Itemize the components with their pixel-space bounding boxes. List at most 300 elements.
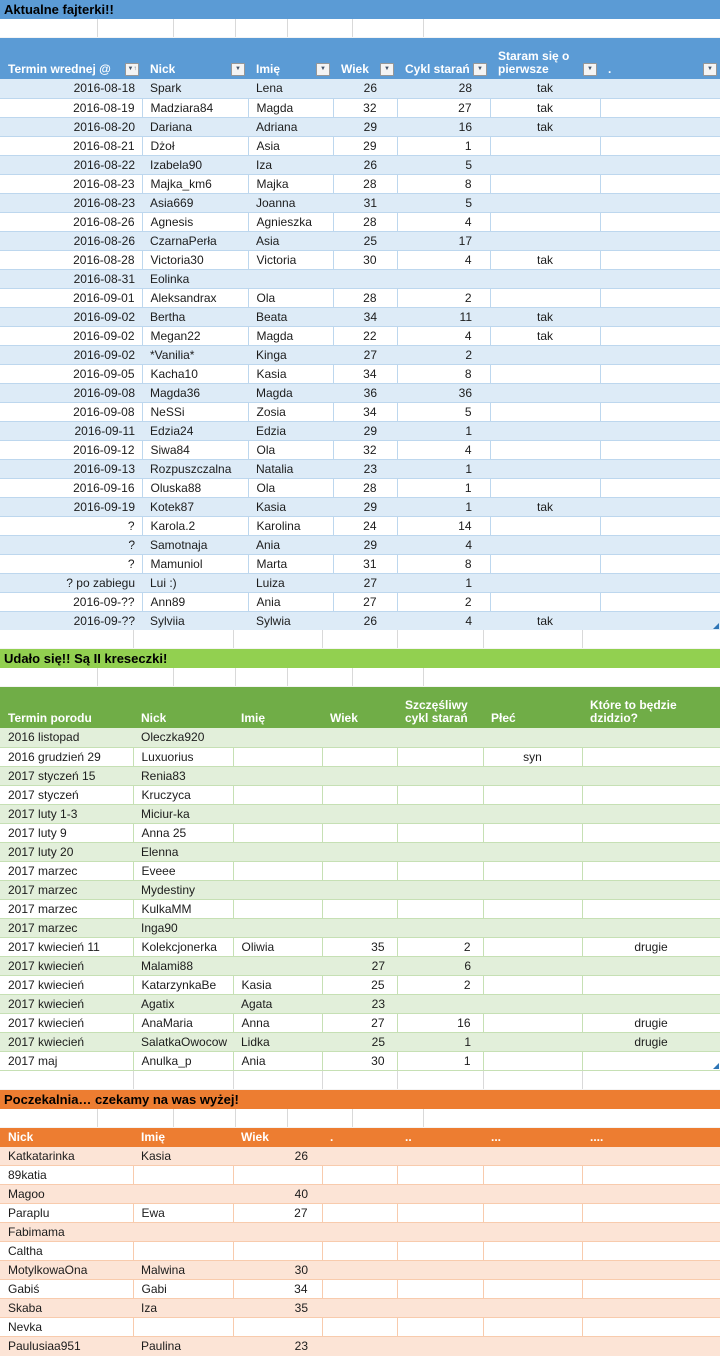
cell[interactable]: KulkaMM	[133, 899, 233, 918]
cell[interactable]	[490, 592, 600, 611]
cell[interactable]	[490, 478, 600, 497]
cell[interactable]: 40	[233, 1185, 322, 1204]
cell[interactable]	[322, 804, 397, 823]
cell[interactable]: Ania	[248, 535, 333, 554]
cell[interactable]: Magda	[248, 326, 333, 345]
cell[interactable]	[490, 269, 600, 288]
cell[interactable]: Asia	[248, 231, 333, 250]
cell[interactable]	[483, 804, 582, 823]
cell[interactable]: 32	[333, 98, 397, 117]
cell[interactable]	[600, 402, 720, 421]
cell[interactable]	[133, 1242, 233, 1261]
cell[interactable]: 30	[322, 1051, 397, 1070]
cell[interactable]: 2	[397, 937, 483, 956]
cell[interactable]: 2016-08-23	[0, 174, 142, 193]
cell[interactable]: 28	[333, 174, 397, 193]
cell[interactable]: 2017 kwiecień	[0, 956, 133, 975]
cell[interactable]	[322, 1166, 397, 1185]
cell[interactable]	[600, 611, 720, 630]
cell[interactable]	[600, 79, 720, 98]
cell[interactable]	[397, 1280, 483, 1299]
cell[interactable]	[600, 193, 720, 212]
cell[interactable]: Victoria	[248, 250, 333, 269]
cell[interactable]	[397, 1185, 483, 1204]
cell[interactable]: Iza	[133, 1299, 233, 1318]
cell[interactable]: 2016-08-23	[0, 193, 142, 212]
cell[interactable]	[582, 975, 720, 994]
cell[interactable]	[233, 1223, 322, 1242]
cell[interactable]: 2	[397, 345, 490, 364]
cell[interactable]	[322, 766, 397, 785]
cell[interactable]: 2017 luty 20	[0, 842, 133, 861]
cell[interactable]: Magda36	[142, 383, 248, 402]
cell[interactable]	[322, 823, 397, 842]
cell[interactable]: Magda	[248, 98, 333, 117]
cell[interactable]: 2017 luty 1-3	[0, 804, 133, 823]
cell[interactable]: 2016 grudzień 29	[0, 747, 133, 766]
cell[interactable]: Ania	[248, 592, 333, 611]
cell[interactable]: Madziara84	[142, 98, 248, 117]
cell[interactable]: tak	[490, 307, 600, 326]
cell[interactable]: Oluska88	[142, 478, 248, 497]
cell[interactable]: 27	[233, 1204, 322, 1223]
cell[interactable]	[490, 459, 600, 478]
cell[interactable]	[233, 899, 322, 918]
cell[interactable]: 30	[233, 1261, 322, 1280]
cell[interactable]	[582, 994, 720, 1013]
cell[interactable]: 2016-08-18	[0, 79, 142, 98]
cell[interactable]	[397, 861, 483, 880]
cell[interactable]	[600, 212, 720, 231]
cell[interactable]: Beata	[248, 307, 333, 326]
cell[interactable]: drugie	[582, 1032, 720, 1051]
cell[interactable]	[490, 421, 600, 440]
sort-filter-icon[interactable]: ▼↑	[125, 63, 139, 76]
cell[interactable]	[490, 155, 600, 174]
cell[interactable]: 2016-08-21	[0, 136, 142, 155]
cell[interactable]: 28	[333, 212, 397, 231]
cell[interactable]: 28	[397, 79, 490, 98]
cell[interactable]	[322, 1318, 397, 1337]
cell[interactable]: 29	[333, 136, 397, 155]
cell[interactable]: 1	[397, 459, 490, 478]
cell[interactable]: tak	[490, 79, 600, 98]
cell[interactable]	[233, 1166, 322, 1185]
cell[interactable]	[582, 1185, 720, 1204]
cell[interactable]	[490, 345, 600, 364]
cell[interactable]	[490, 402, 600, 421]
cell[interactable]: 29	[333, 117, 397, 136]
cell[interactable]	[397, 1318, 483, 1337]
cell[interactable]	[397, 918, 483, 937]
cell[interactable]	[322, 1280, 397, 1299]
cell[interactable]: Ola	[248, 440, 333, 459]
cell[interactable]: Sylwia	[248, 611, 333, 630]
cell[interactable]: 27	[322, 1013, 397, 1032]
cell[interactable]: Agnieszka	[248, 212, 333, 231]
cell[interactable]: tak	[490, 117, 600, 136]
cell[interactable]: 29	[333, 497, 397, 516]
cell[interactable]: 5	[397, 193, 490, 212]
cell[interactable]: Victoria30	[142, 250, 248, 269]
cell[interactable]	[322, 1261, 397, 1280]
cell[interactable]: Joanna	[248, 193, 333, 212]
cell[interactable]	[582, 766, 720, 785]
cell[interactable]: Mamuniol	[142, 554, 248, 573]
cell[interactable]: *Vanilia*	[142, 345, 248, 364]
cell[interactable]: 1	[397, 136, 490, 155]
cell[interactable]	[600, 136, 720, 155]
cell[interactable]: 2016-09-13	[0, 459, 142, 478]
cell[interactable]: 35	[322, 937, 397, 956]
cell[interactable]	[322, 1242, 397, 1261]
cell[interactable]	[490, 554, 600, 573]
cell[interactable]	[483, 1299, 582, 1318]
cell[interactable]	[582, 861, 720, 880]
cell[interactable]: 2017 marzec	[0, 861, 133, 880]
cell[interactable]	[397, 747, 483, 766]
cell[interactable]: Paraplu	[0, 1204, 133, 1223]
cell[interactable]	[483, 1337, 582, 1356]
cell[interactable]	[582, 1261, 720, 1280]
cell[interactable]: 27	[322, 956, 397, 975]
cell[interactable]	[397, 1337, 483, 1356]
cell[interactable]: Megan22	[142, 326, 248, 345]
cell[interactable]	[483, 1032, 582, 1051]
cell[interactable]: SalatkaOwocow	[133, 1032, 233, 1051]
cell[interactable]	[397, 899, 483, 918]
cell[interactable]	[483, 1261, 582, 1280]
cell[interactable]: 23	[333, 459, 397, 478]
cell[interactable]	[397, 994, 483, 1013]
cell[interactable]: Spark	[142, 79, 248, 98]
cell[interactable]: 2016-09-02	[0, 307, 142, 326]
cell[interactable]: 26	[333, 79, 397, 98]
cell[interactable]	[397, 728, 483, 747]
cell[interactable]	[322, 918, 397, 937]
cell[interactable]: 2	[397, 592, 490, 611]
cell[interactable]: 2017 kwiecień	[0, 1013, 133, 1032]
cell[interactable]: 1	[397, 1051, 483, 1070]
cell[interactable]	[133, 1166, 233, 1185]
cell[interactable]: 89katia	[0, 1166, 133, 1185]
cell[interactable]: 2017 marzec	[0, 918, 133, 937]
cell[interactable]: Anna	[233, 1013, 322, 1032]
cell[interactable]	[600, 592, 720, 611]
cell[interactable]: Kolekcjonerka	[133, 937, 233, 956]
cell[interactable]: KatarzynkaBe	[133, 975, 233, 994]
cell[interactable]: Luiza	[248, 573, 333, 592]
cell[interactable]: 11	[397, 307, 490, 326]
cell[interactable]	[483, 937, 582, 956]
cell[interactable]: ? po zabiegu	[0, 573, 142, 592]
cell[interactable]: 27	[333, 573, 397, 592]
cell[interactable]	[582, 899, 720, 918]
cell[interactable]	[582, 1147, 720, 1166]
cell[interactable]: Majka_km6	[142, 174, 248, 193]
cell[interactable]: tak	[490, 98, 600, 117]
cell[interactable]: 8	[397, 364, 490, 383]
cell[interactable]	[582, 728, 720, 747]
cell[interactable]: 2016-08-26	[0, 231, 142, 250]
cell[interactable]: 14	[397, 516, 490, 535]
cell[interactable]	[397, 269, 490, 288]
cell[interactable]	[600, 174, 720, 193]
cell[interactable]: tak	[490, 611, 600, 630]
cell[interactable]: 4	[397, 440, 490, 459]
cell[interactable]	[483, 861, 582, 880]
cell[interactable]: Adriana	[248, 117, 333, 136]
filter-dropdown-icon[interactable]: ▼	[380, 63, 394, 76]
cell[interactable]	[582, 785, 720, 804]
cell[interactable]: ?	[0, 535, 142, 554]
cell[interactable]	[582, 1299, 720, 1318]
cell[interactable]	[490, 573, 600, 592]
cell[interactable]: 2016-08-31	[0, 269, 142, 288]
cell[interactable]: 5	[397, 402, 490, 421]
cell[interactable]	[233, 823, 322, 842]
cell[interactable]: Bertha	[142, 307, 248, 326]
cell[interactable]	[600, 440, 720, 459]
cell[interactable]: 17	[397, 231, 490, 250]
cell[interactable]	[582, 842, 720, 861]
cell[interactable]: 35	[233, 1299, 322, 1318]
cell[interactable]: Paulina	[133, 1337, 233, 1356]
cell[interactable]	[322, 747, 397, 766]
cell[interactable]: Majka	[248, 174, 333, 193]
cell[interactable]: 23	[322, 994, 397, 1013]
cell[interactable]: 29	[333, 421, 397, 440]
cell[interactable]	[582, 1166, 720, 1185]
cell[interactable]	[600, 250, 720, 269]
cell[interactable]	[600, 459, 720, 478]
cell[interactable]: 2016-09-02	[0, 326, 142, 345]
cell[interactable]: 2016 listopad	[0, 728, 133, 747]
cell[interactable]	[397, 1242, 483, 1261]
cell[interactable]: drugie	[582, 937, 720, 956]
cell[interactable]	[233, 804, 322, 823]
cell[interactable]: Ola	[248, 288, 333, 307]
cell[interactable]	[600, 288, 720, 307]
cell[interactable]: Fabimama	[0, 1223, 133, 1242]
cell[interactable]	[490, 364, 600, 383]
cell[interactable]	[483, 1318, 582, 1337]
filter-dropdown-icon[interactable]: ▼	[316, 63, 330, 76]
cell[interactable]	[248, 269, 333, 288]
cell[interactable]: Asia	[248, 136, 333, 155]
cell[interactable]	[483, 880, 582, 899]
cell[interactable]: Kasia	[248, 497, 333, 516]
cell[interactable]: Oliwia	[233, 937, 322, 956]
cell[interactable]	[233, 728, 322, 747]
cell[interactable]	[322, 842, 397, 861]
cell[interactable]	[600, 326, 720, 345]
cell[interactable]: Magoo	[0, 1185, 133, 1204]
cell[interactable]	[490, 288, 600, 307]
cell[interactable]: 2016-09-11	[0, 421, 142, 440]
cell[interactable]: Edzia	[248, 421, 333, 440]
cell[interactable]	[483, 1166, 582, 1185]
cell[interactable]: Inga90	[133, 918, 233, 937]
cell[interactable]: 16	[397, 1013, 483, 1032]
cell[interactable]	[483, 975, 582, 994]
cell[interactable]: Elenna	[133, 842, 233, 861]
cell[interactable]: Kinga	[248, 345, 333, 364]
cell[interactable]: 2016-09-01	[0, 288, 142, 307]
cell[interactable]	[322, 1337, 397, 1356]
cell[interactable]: Karola.2	[142, 516, 248, 535]
cell[interactable]: Luxuorius	[133, 747, 233, 766]
cell[interactable]	[600, 269, 720, 288]
cell[interactable]: 2017 marzec	[0, 899, 133, 918]
cell[interactable]: 34	[333, 402, 397, 421]
cell[interactable]: Eveee	[133, 861, 233, 880]
cell[interactable]	[600, 383, 720, 402]
cell[interactable]	[483, 956, 582, 975]
cell[interactable]: 1	[397, 478, 490, 497]
cell[interactable]: Kasia	[133, 1147, 233, 1166]
cell[interactable]: Edzia24	[142, 421, 248, 440]
cell[interactable]: 2016-09-19	[0, 497, 142, 516]
cell[interactable]	[322, 728, 397, 747]
cell[interactable]	[233, 918, 322, 937]
cell[interactable]	[582, 804, 720, 823]
cell[interactable]	[322, 1185, 397, 1204]
cell[interactable]	[600, 345, 720, 364]
cell[interactable]: 2016-09-02	[0, 345, 142, 364]
cell[interactable]	[600, 478, 720, 497]
cell[interactable]: Siwa84	[142, 440, 248, 459]
cell[interactable]	[600, 307, 720, 326]
cell[interactable]	[483, 1013, 582, 1032]
cell[interactable]: 2016-09-16	[0, 478, 142, 497]
cell[interactable]	[397, 823, 483, 842]
cell[interactable]	[600, 98, 720, 117]
cell[interactable]	[483, 1204, 582, 1223]
cell[interactable]	[233, 766, 322, 785]
cell[interactable]	[133, 1318, 233, 1337]
cell[interactable]: Kotek87	[142, 497, 248, 516]
cell[interactable]: ?	[0, 516, 142, 535]
cell[interactable]	[322, 1223, 397, 1242]
cell[interactable]	[322, 861, 397, 880]
cell[interactable]: 8	[397, 554, 490, 573]
cell[interactable]	[483, 1223, 582, 1242]
cell[interactable]: 1	[397, 573, 490, 592]
cell[interactable]: 26	[233, 1147, 322, 1166]
cell[interactable]: Kacha10	[142, 364, 248, 383]
cell[interactable]: Malwina	[133, 1261, 233, 1280]
cell[interactable]	[600, 516, 720, 535]
cell[interactable]	[322, 880, 397, 899]
cell[interactable]	[397, 766, 483, 785]
cell[interactable]	[397, 1299, 483, 1318]
cell[interactable]: 1	[397, 1032, 483, 1051]
cell[interactable]	[483, 1051, 582, 1070]
cell[interactable]	[600, 117, 720, 136]
cell[interactable]	[490, 535, 600, 554]
cell[interactable]	[333, 269, 397, 288]
cell[interactable]	[483, 842, 582, 861]
cell[interactable]	[600, 535, 720, 554]
cell[interactable]: 2017 marzec	[0, 880, 133, 899]
cell[interactable]	[600, 155, 720, 174]
cell[interactable]: drugie	[582, 1013, 720, 1032]
table-resize-handle[interactable]	[713, 623, 719, 629]
cell[interactable]: Caltha	[0, 1242, 133, 1261]
cell[interactable]: 2017 kwiecień	[0, 994, 133, 1013]
cell[interactable]: 27	[333, 592, 397, 611]
cell[interactable]	[397, 842, 483, 861]
cell[interactable]	[233, 1242, 322, 1261]
cell[interactable]: Dariana	[142, 117, 248, 136]
cell[interactable]: Zosia	[248, 402, 333, 421]
cell[interactable]	[397, 1261, 483, 1280]
cell[interactable]: Anna 25	[133, 823, 233, 842]
cell[interactable]: tak	[490, 250, 600, 269]
cell[interactable]: 2017 luty 9	[0, 823, 133, 842]
cell[interactable]	[582, 1223, 720, 1242]
cell[interactable]: 24	[333, 516, 397, 535]
cell[interactable]: 30	[333, 250, 397, 269]
cell[interactable]	[397, 1166, 483, 1185]
cell[interactable]: tak	[490, 326, 600, 345]
cell[interactable]	[490, 231, 600, 250]
cell[interactable]: Ola	[248, 478, 333, 497]
cell[interactable]	[397, 880, 483, 899]
cell[interactable]	[582, 1242, 720, 1261]
cell[interactable]	[582, 918, 720, 937]
cell[interactable]: 16	[397, 117, 490, 136]
cell[interactable]	[397, 804, 483, 823]
cell[interactable]	[483, 899, 582, 918]
cell[interactable]: 5	[397, 155, 490, 174]
cell[interactable]	[582, 880, 720, 899]
filter-dropdown-icon[interactable]: ▼	[703, 63, 717, 76]
cell[interactable]: 26	[333, 155, 397, 174]
cell[interactable]: 25	[333, 231, 397, 250]
cell[interactable]	[483, 1147, 582, 1166]
cell[interactable]: Katkatarinka	[0, 1147, 133, 1166]
cell[interactable]: Izabela90	[142, 155, 248, 174]
cell[interactable]: 1	[397, 497, 490, 516]
cell[interactable]	[233, 785, 322, 804]
cell[interactable]	[600, 573, 720, 592]
cell[interactable]: NeSSi	[142, 402, 248, 421]
cell[interactable]	[582, 1280, 720, 1299]
cell[interactable]: Nevka	[0, 1318, 133, 1337]
cell[interactable]	[133, 1185, 233, 1204]
cell[interactable]: Asia669	[142, 193, 248, 212]
cell[interactable]	[490, 212, 600, 231]
cell[interactable]: Kasia	[233, 975, 322, 994]
cell[interactable]: Ann89	[142, 592, 248, 611]
cell[interactable]	[600, 421, 720, 440]
cell[interactable]	[490, 383, 600, 402]
cell[interactable]: 2017 styczeń	[0, 785, 133, 804]
cell[interactable]	[397, 785, 483, 804]
cell[interactable]	[582, 956, 720, 975]
cell[interactable]	[233, 880, 322, 899]
cell[interactable]: 2016-09-05	[0, 364, 142, 383]
cell[interactable]: Agata	[233, 994, 322, 1013]
cell[interactable]: Oleczka920	[133, 728, 233, 747]
cell[interactable]: 36	[397, 383, 490, 402]
cell[interactable]	[397, 1204, 483, 1223]
cell[interactable]	[490, 136, 600, 155]
cell[interactable]	[483, 994, 582, 1013]
cell[interactable]	[490, 440, 600, 459]
